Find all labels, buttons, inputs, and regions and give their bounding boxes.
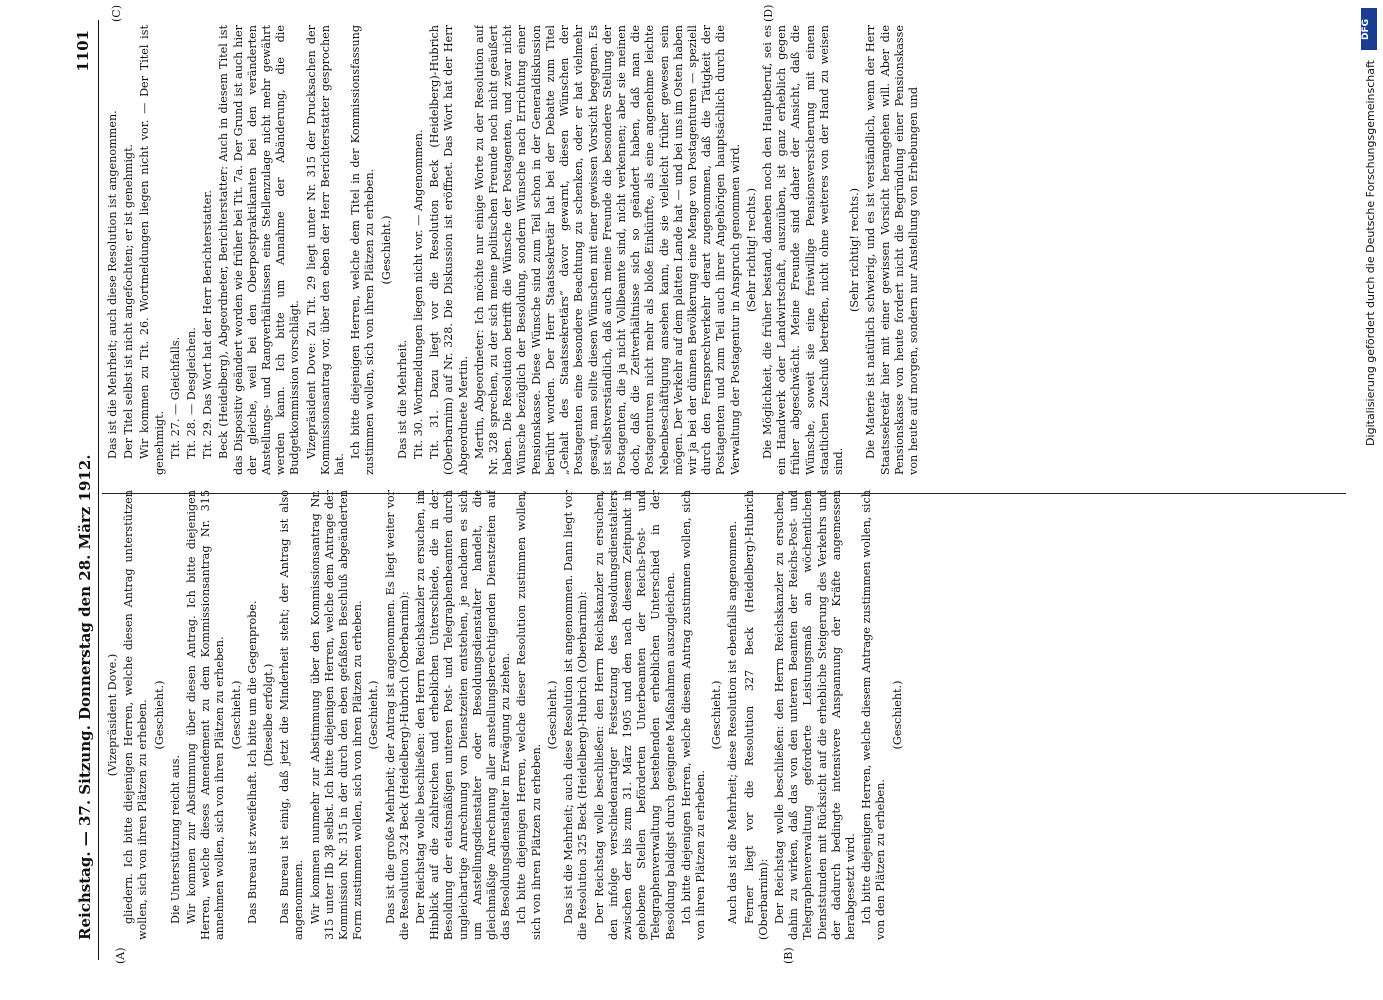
paragraph: Der Reichstag wolle beschließen: den Herrn Reichskanzler zu ersuchen, den infolge verschiedenartiger Festsetzung des Besoldungsdienstalters zwischen der bis zum 31. März 1905 und den nach diesem Zeitpunkt in gehobene Stellen beförderten Unterbeamten der Reichs-Post- und Telegraphenverwaltung bestehenden erheblichen Unterschied in der Besoldung baldigst durch geeignete Maßnahmen auszugleichen.	[592, 490, 677, 940]
paragraph: (Geschieht.)	[229, 680, 243, 750]
paragraph: Vizepräsident Dove: Zu Tit. 29 liegt unter Nr. 315 der Drucksachen der Kommissionsantrag vor, über den eben der Herr Berichterstatter gesprochen hat.	[304, 25, 347, 475]
paragraph: (Vizepräsident Dove.)	[106, 653, 119, 777]
paragraph: (Geschieht.)	[152, 680, 166, 750]
paragraph: Der Titel selbst ist nicht angefochten; er ist genehmigt.	[122, 143, 136, 459]
page-number: 1101	[74, 30, 92, 72]
header-rule	[98, 20, 99, 960]
left-text-column	[106, 490, 1344, 940]
paragraph: Wir kommen zu Tit. 26. Wortmeldungen liegen nicht vor. — Der Titel ist genehmigt.	[138, 25, 166, 475]
paragraph: (Geschieht.)	[710, 680, 724, 750]
paragraph: Ich bitte diejenigen Herren, welche diesem Antrage zustimmen wollen, sich von den Plätzen zu erheben.	[860, 490, 888, 940]
paragraph: Die Möglichkeit, die früher bestand, daneben noch den Hauptberuf, sei es ein Handwerk oder Landwirtschaft, auszuüben, ist ganz erheblich gegen früher abgeschwächt. Meine Freunde sind daher der Ansicht, daß die Wünsche, soweit sie eine freiwillige Pensionsversicherung mit einem staatlichen Zuschuß betreffen, nicht ohne weiteres von der Hand zu weisen sind.	[760, 25, 845, 475]
paragraph: (Sehr richtig! rechts.)	[848, 187, 862, 313]
paragraph: Das ist die große Mehrheit; der Antrag ist angenommen. Es liegt weiter vor die Resolution 324 Beck (Heidelberg)-Hubrich (Oberbarnim):	[383, 490, 411, 940]
paragraph: (Geschieht.)	[545, 680, 559, 750]
paragraph: Das ist die Mehrheit; auch diese Resolution ist angenommen.	[106, 110, 119, 459]
dfg-logo-badge: DFG	[1361, 8, 1377, 50]
paragraph: Wir kommen zur Abstimmung über diesen Antrag. Ich bitte diejenigen Herren, welche dieses Amendement zu dem Kommissionsantrag Nr. 315 annehmen wollen, sich von ihren Plätzen zu erheben.	[185, 490, 227, 940]
digitization-credit: Digitalisierung gefördert durch die Deutsche Forschungsgemeinschaft	[1364, 60, 1377, 446]
paragraph: Tit. 29. Das Wort hat der Herr Berichterstatter.	[201, 190, 215, 459]
paragraph: gliedern. Ich bitte diejenigen Herren, welche diesen Antrag unterstützen wollen, sich von ihren Plätzen zu erheben.	[122, 490, 150, 940]
paragraph: Tit. 30. Wortmeldungen liegen nicht vor. — Angenommen.	[412, 129, 426, 459]
paragraph: Auch das ist die Mehrheit; diese Resolution ist ebenfalls angenommen.	[726, 520, 740, 924]
paragraph: Tit. 28. — Desgleichen.	[185, 327, 199, 459]
paragraph: Das Bureau ist zweifelhaft. Ich bitte um die Gegenprobe.	[245, 600, 259, 924]
paragraph: Das ist die Mehrheit; auch diese Resolution ist angenommen. Dann liegt vor die Resolution 325 Beck (Heidelberg)-Hubrich (Oberbarnim):	[562, 490, 590, 940]
paragraph: Das Bureau ist einig, daß jetzt die Minderheit steht; der Antrag ist also angenommen.	[278, 490, 306, 940]
paragraph: Ich bitte diejenigen Herren, welche dieser Resolution zustimmen wollen, sich von ihren Plätzen zu erheben.	[515, 490, 543, 940]
paragraph: Ich bitte diejenigen Herren, welche dem Titel in der Kommissionsfassung zustimmen wollen, sich von ihren Plätzen zu erheben.	[349, 25, 377, 475]
margin-label-c: (C)	[110, 5, 123, 22]
paragraph: (Geschieht.)	[890, 680, 904, 750]
paragraph: Der Reichstag wolle beschließen: den Herrn Reichskanzler zu ersuchen, im Hinblick auf die zahlreichen und erheblichen Unterschiede, die in der Besoldung der etatsmäßigen unteren Post- und Telegraphenbeamten durch ungleichartige Anrechnung von Dienstzeiten entstehen, je nachdem es sich um Anstellungsdienstalter oder Besoldungsdienstalter handelt, die gleichmäßige Anrechnung aller anstellungsberechtigenden Dienstzeiten auf das Besoldungsdienstalter in Erwägung zu ziehen.	[414, 490, 513, 940]
margin-label-b: (B)	[782, 947, 795, 964]
column-divider	[102, 493, 1346, 494]
paragraph: Beck (Heidelberg), Abgeordneter, Berichterstatter: Auch in diesem Titel ist das Dispositiv geändert worden wie früher bei Tit. 7a. Der Grund ist auch hier der gleiche, weil bei den Oberpostpraktikanten bei den veränderten Anstellungs- und Rangverhältnissen eine Stellenzulage nicht mehr gewährt werden kann. Ich bitte um Annahme der Abänderung, die die Budgetkommission vorschlägt.	[217, 25, 302, 475]
paragraph: (Dieselbe erfolgt.)	[262, 663, 276, 767]
paragraph: Die Materie ist natürlich schwierig, und es ist verständlich, wenn der Herr Staatssekretär hier mit einer gewissen Vorsicht herangehen will. Aber die Pensionskasse von heute fordert nicht die Begründung einer Pensionskasse von heute auf morgen, sondern nur Anstellung von Erhebungen und	[864, 25, 920, 475]
paragraph: Die Unterstützung reicht aus.	[168, 754, 182, 924]
margin-label-d: (D)	[762, 4, 775, 22]
paragraph: Ferner liegt vor die Resolution 327 Beck (Heidelberg)-Hubrich (Oberbarnim):	[742, 490, 770, 940]
paragraph: (Geschieht.)	[379, 215, 393, 285]
paragraph: Das ist die Mehrheit.	[395, 339, 409, 459]
paragraph: (Sehr richtig! rechts.)	[744, 187, 758, 313]
running-header	[62, 0, 96, 1000]
paragraph: Tit. 27. — Gleichfalls.	[168, 336, 182, 459]
paragraph: Ich bitte diejenigen Herren, welche diesem Antrag zustimmen wollen, sich von ihren Plätzen zu erheben.	[679, 490, 707, 940]
header-title: Reichstag. — 37. Sitzung. Donnerstag den 28. März 1912.	[76, 454, 94, 940]
paragraph: Mertin, Abgeordneter: Ich möchte nur einige Worte zu der Resolution auf Nr. 328 sprechen, zu der sich meine politischen Freunde noch nicht geäußert haben. Die Resolution betrifft die Wünsche der Postagenten, und zwar nicht Wünsche bezüglich der Besoldung, sondern Wünsche nach Errichtung einer Pensionskasse. Diese Wünsche sind zum Teil schon in der Generaldiskussion berührt worden. Der Herr Staatssekretär hat bei der Debatte zum Titel „Gehalt des Staatssekretärs“ davor gewarnt, diesen Wünschen der Postagenten eine besondere Beachtung zu schenken, oder er hat vielmehr gesagt, man sollte diesen Wünschen mit einer gewissen Vorsicht begegnen. Es ist selbstverständlich, daß auch meine Freunde die besondere Stellung der Postagenten, die ja nicht Vollbeamte sind, nicht verkennen; aber sie meinen doch, daß die Zeitverhältnisse sich so geändert haben, daß man die Postagenturen nicht mehr als bloße Einkünfte, als eine angenehme leichte Nebenbeschäftigung ansehen kann, die sie vielleicht früher gewesen sein mögen. Der Verkehr auf dem platten Lande hat — und bei uns im Osten haben wir ja bei der dünnen Bevölkerung eine Menge von Postagenturen — speziell durch den Fernsprechverkehr derart zugenommen, daß die Tätigkeit der Postagenten und zum Teil auch ihrer Angehörigen hauptsächlich durch die Verwaltung der Postagentur in Anspruch genommen wird.	[472, 25, 742, 475]
margin-label-a: (A)	[114, 947, 127, 964]
paragraph: Der Reichstag wolle beschließen: den Herrn Reichskanzler zu ersuchen, dahin zu wirken, daß das von den unteren Beamten der Reichs-Post- und Telegraphenverwaltung geforderte Leistungsmaß an wöchentlichen Dienststunden mit Rücksicht auf die erhebliche Steigerung des Verkehrs und der dadurch bedingte intensivere Anspannung der Kräfte angemessen herabgesetzt wird.	[772, 490, 857, 940]
paragraph: Tit. 31. Dazu liegt vor die Resolution Beck (Heidelberg)-Hubrich (Oberbarnim) auf Nr. 328. Die Diskussion ist eröffnet. Das Wort hat der Herr Abgeordnete Mertin.	[428, 25, 470, 475]
rotated-document-page	[62, 0, 1352, 1000]
right-text-column	[106, 25, 1344, 475]
paragraph: (Geschieht.)	[367, 680, 381, 750]
paragraph: Wir kommen nunmehr zur Abstimmung über den Kommissionsantrag Nr. 315 unter IIb 3β selbst. Ich bitte diejenigen Herren, welche dem Antrage der Kommission Nr. 315 in der durch den eben gefaßten Beschluß abgeänderten Form zustimmen wollen, sich von ihren Plätzen zu erheben.	[308, 490, 365, 940]
